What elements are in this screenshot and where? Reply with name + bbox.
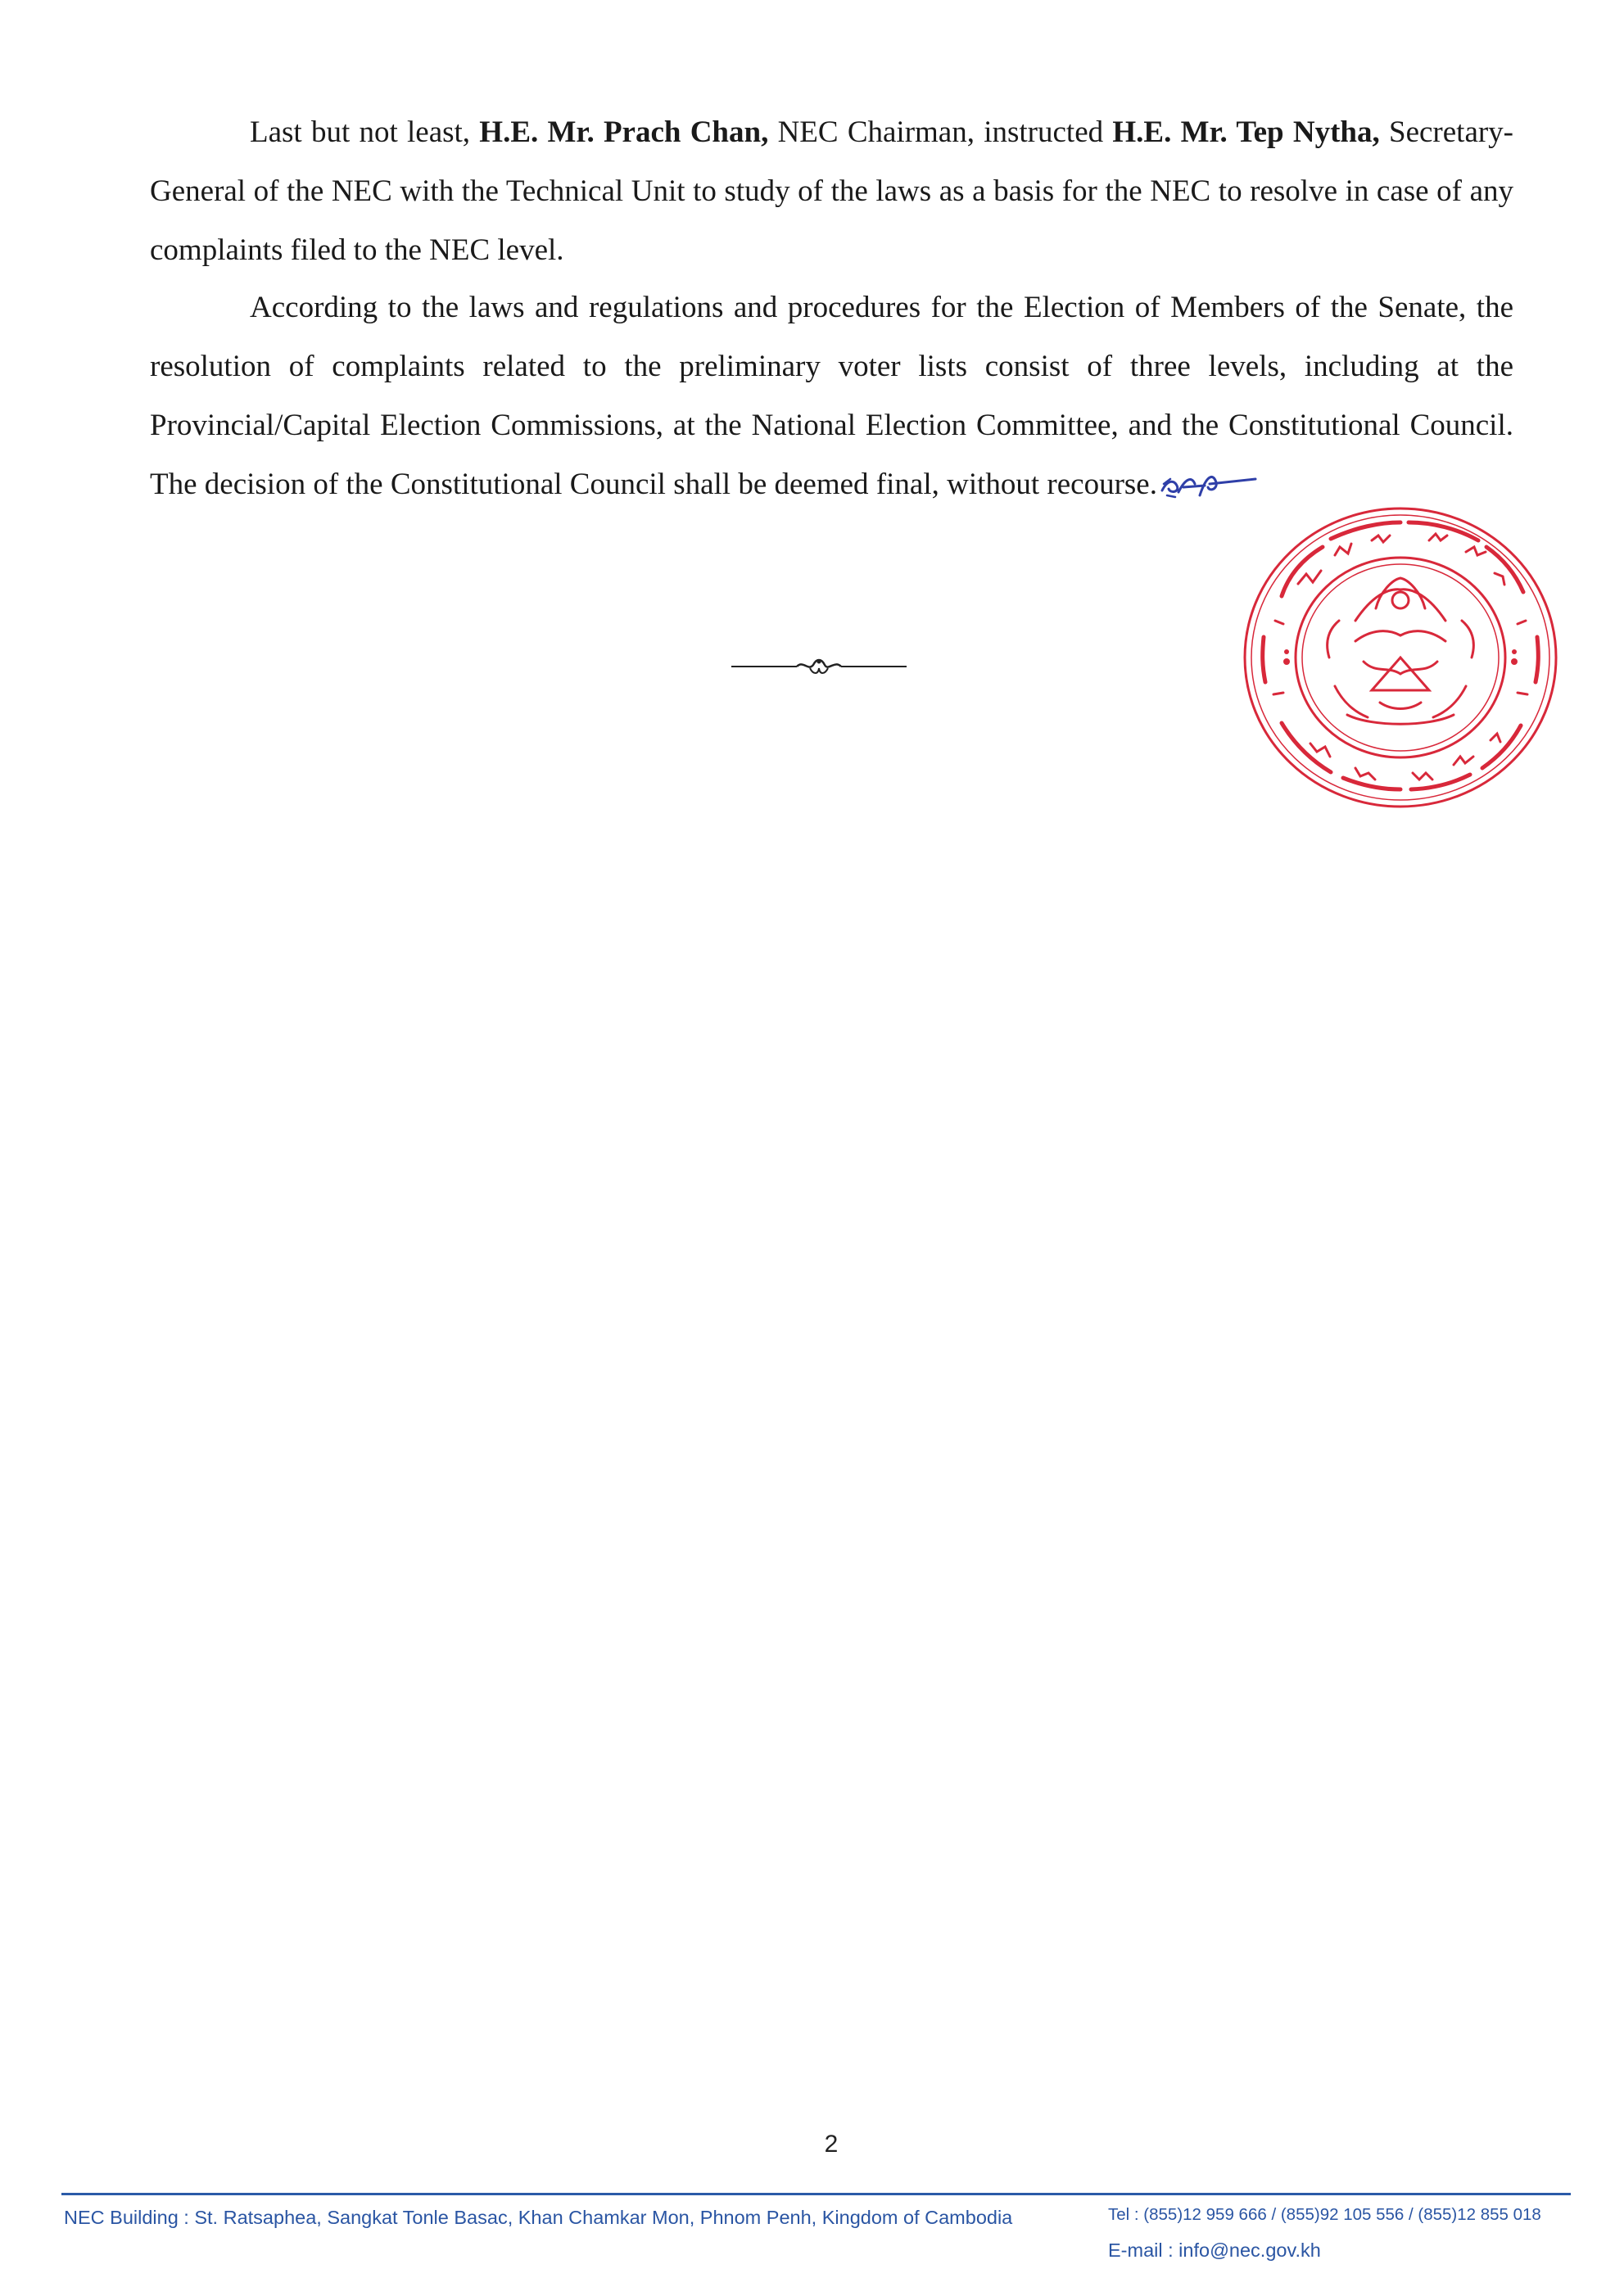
footer-email: E-mail : info@nec.gov.kh [1108, 2240, 1321, 2261]
paragraph-1-rest: Secretary-General of the NEC with the Technical Unit to study of the laws as a basis for the NEC to resolve in case of any complaints filed to the NEC level. [150, 115, 1514, 267]
paragraph-1-intro: Last but not least, [250, 115, 480, 149]
secretary-general-name: H.E. Mr. Tep Nytha, [1112, 115, 1380, 149]
footer-address: NEC Building : St. Ratsaphea, Sangkat Tonle Basac, Khan Chamkar Mon, Phnom Penh, Kingdom of Cambodia [64, 2207, 1013, 2228]
paragraph-1 [150, 103, 1513, 280]
paragraph-1-mid: NEC Chairman, instructed [768, 115, 1113, 149]
section-divider-ornament [731, 653, 907, 678]
footer-divider [61, 2193, 1571, 2195]
page-number: 2 [824, 2131, 839, 2158]
paragraph-2-text: According to the laws and regulations and procedures for the Election of Members of the Senate, the resolution of complaints related to the preliminary voter lists consist of three levels, including at the Provincial/Capital Election Commissions, at the National Election Committee, and the Constitutional Council. The decision of the Constitutional Council shall be deemed final, without recourse. [150, 291, 1513, 501]
official-seal [1233, 498, 1568, 817]
footer-telephone: Tel : (855)12 959 666 / (855)92 105 556 / (855)12 855 018 [1108, 2205, 1541, 2224]
paragraph-2 [150, 278, 1513, 514]
initials-signature [1159, 468, 1257, 500]
chairman-name: H.E. Mr. Prach Chan, [479, 115, 769, 149]
